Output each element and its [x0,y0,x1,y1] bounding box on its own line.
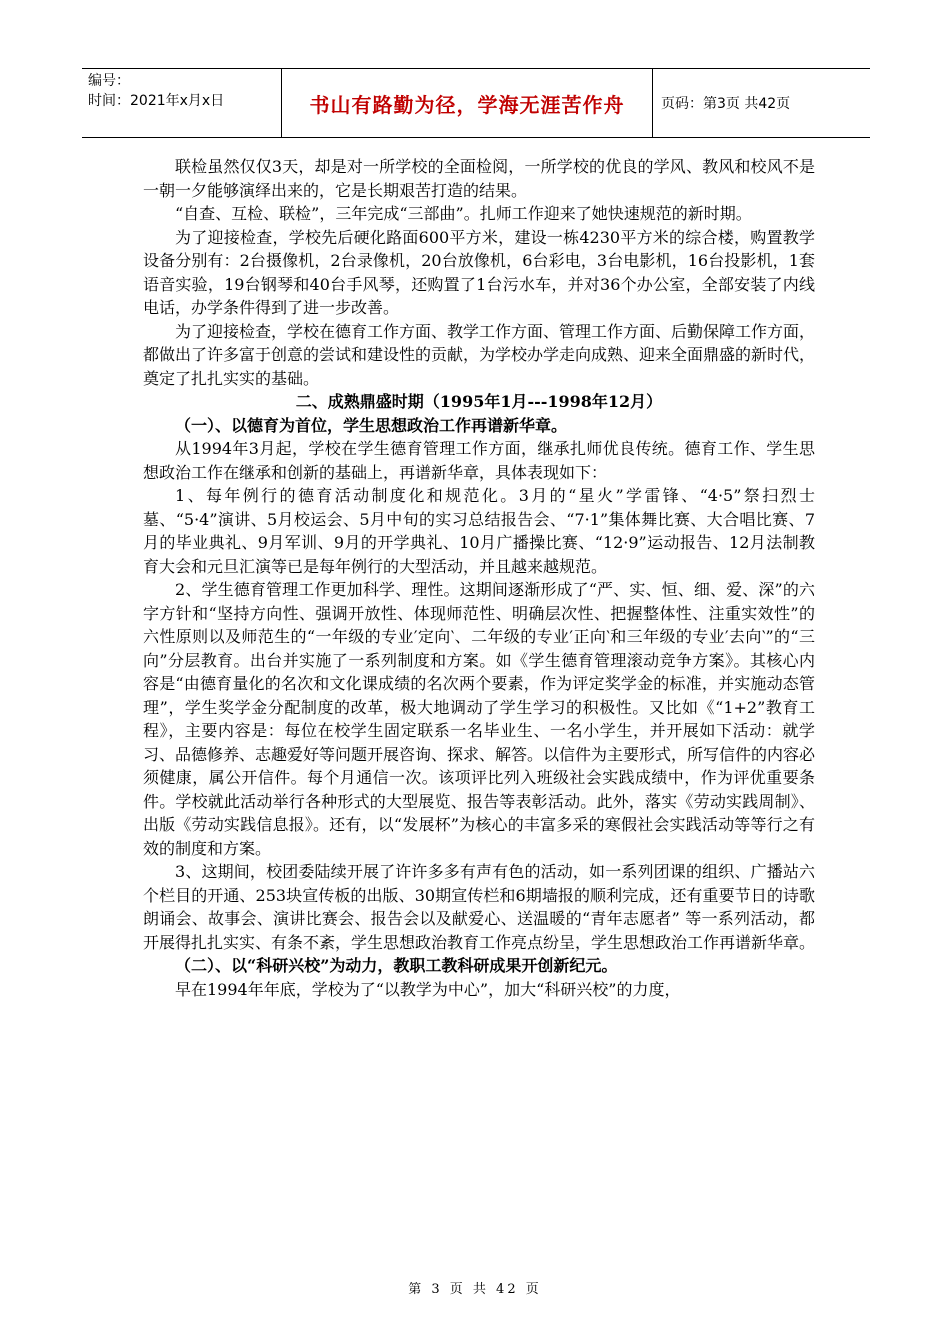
paragraph: 2、学生德育管理工作更加科学、理性。这期间逐渐形成了“严、实、恒、细、爱、深”的六字方针和“坚持方向性、强调开放性、体现师范性、明确层次性、把握整体性、注重实效性”的六性原则以及师范生的“一年级的专业′定向‵、二年级的专业′正向‵和三年级的专业′去向‵”的“三向”分层教育。出台并实施了一系列制度和方案。如《学生德育管理滚动竞争方案》。其核心内容是“由德育量化的名次和文化课成绩的名次两个要素，作为评定奖学金的标准，并实施动态管理”，学生奖学金分配制度的改革，极大地调动了学生学习的积极性。又比如《“1+2”教育工程》，主要内容是：每位在校学生固定联系一名毕业生、一名小学生，并开展如下活动：就学习、品德修养、志趣爱好等问题开展咨询、探求、解答。以信件为主要形式，所写信件的内容必须健康，属公开信件。每个月通信一次。该项评比列入班级社会实践成绩中，作为评优重要条件。学校就此活动举行各种形式的大型展览、报告等表彰活动。此外，落实《劳动实践周制》、出版《劳动实践信息报》。还有，以“发展杯”为核心的丰富多采的寒假社会实践活动等等行之有效的制度和方案。 [143,580,816,858]
paragraph: 联检虽然仅仅3天，却是对一所学校的全面检阅，一所学校的优良的学风、教风和校风不是一朝一夕能够演绎出来的，它是长期艰苦打造的结果。 [143,157,815,200]
header-motto: 书山有路勤为径，学海无涯苦作舟 [282,69,653,137]
subsection-heading: （二）、以“科研兴校”为动力，教职工教科研成果开创新纪元。 [175,956,618,975]
paragraph: 为了迎接检查，学校先后硬化路面600平方米，建设一栋4230平方米的综合楼，购置教学设备分别有：2台摄像机，2台录像机，20台放像机，6台彩电，3台电影机，16台投影机，1套语音实验，19台钢琴和40台手风琴，还购置了1台污水车，并对36个办公室，全部安装了内线电话，办学条件得到了进一步改善。 [143,227,815,317]
doc-time: 时间：2021年x月x日 [88,93,225,109]
paragraph: 为了迎接检查，学校在德育工作方面、教学工作方面、管理工作方面、后勤保障工作方面，都做出了许多富于创意的尝试和建设性的贡献，为学校办学走向成熟、迎来全面鼎盛的新时代，奠定了扎扎实实的基础。 [143,321,816,388]
page-footer: 第 3 页 共 42 页 [408,1282,542,1297]
paragraph: “自查、互检、联检”，三年完成“三部曲”。扎师工作迎来了她快速规范的新时期。 [175,204,752,223]
document-body [143,155,815,1001]
paragraph: 1、每年例行的德育活动制度化和规范化。3月的“星火”学雷锋、“4·5”祭扫烈士墓、“5·4”演讲、5月校运会、5月中旬的实习总结报告会、“7·1”集体舞比赛、大合唱比赛、7月的毕业典礼、9月军训、9月的开学典礼、10月广播操比赛、“12·9”运动报告、12月法制教育大会和元旦汇演等已是每年例行的大型活动，并且越来越规范。 [143,486,815,576]
page-header [82,68,870,138]
doc-number: 编号： [88,73,130,89]
subsection-heading: （一）、以德育为首位，学生思想政治工作再谱新华章。 [175,415,568,435]
paragraph: 从1994年3月起，学校在学生德育管理工作方面，继承扎师优良传统。德育工作、学生思想政治工作在继承和创新的基础上，再谱新华章，具体表现如下： [143,439,815,482]
header-page-info: 页码：第3页 共42页 [661,96,791,112]
section-heading: 二、成熟鼎盛时期（1995年1月---1998年12月） [295,392,663,411]
paragraph: 早在1994年年底，学校为了“以教学为中心”，加大“科研兴校”的力度， [175,979,681,999]
header-meta [82,69,282,137]
paragraph: 3、这期间，校团委陆续开展了许许多多有声有色的活动，如一系列团课的组织、广播站六个栏目的开通、253块宣传板的出版、30期宣传栏和6期墙报的顺利完成，还有重要节日的诗歌朗诵会、故事会、演讲比赛会、报告会以及献爱心、送温暖的“青年志愿者” 等一系列活动，都开展得扎扎实实、有条不紊，学生思想政治教育工作亮点纷呈，学生思想政治工作再谱新华章。 [143,862,816,952]
